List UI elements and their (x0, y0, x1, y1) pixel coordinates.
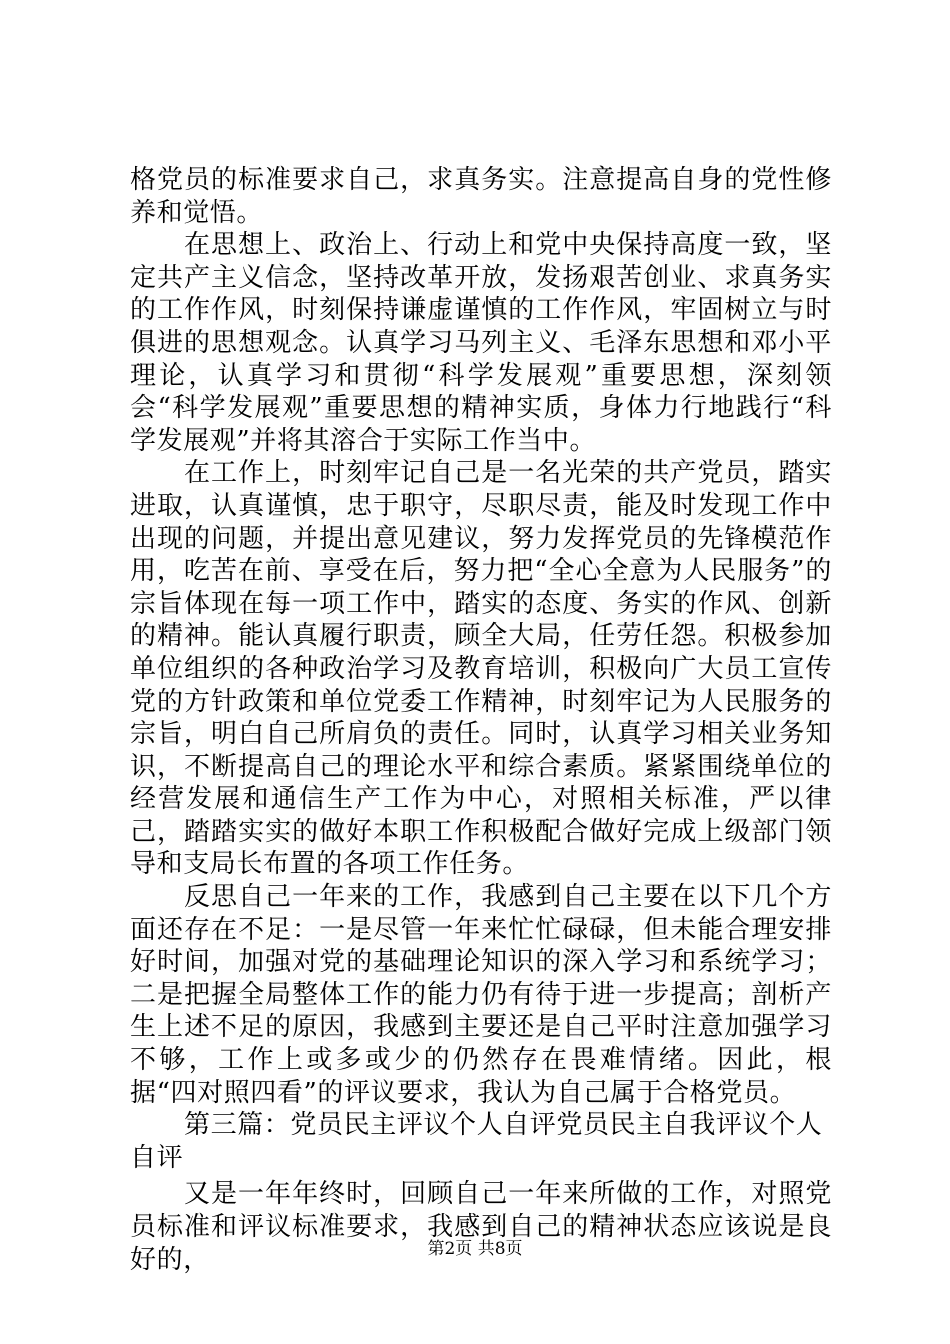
section-heading: 第三篇：党员民主评议个人自评党员民主自我评议个人自评 (130, 1110, 823, 1173)
paragraph-continuation: 格党员的标准要求自己，求真务实。注意提高自身的党性修养和觉悟。 (130, 165, 832, 228)
paragraph-work: 在工作上，时刻牢记自己是一名光荣的共产党员，踏实进取，认真谨慎，忠于职守，尽职尽责，能及时发现工作中出现的问题，并提出意见建议，努力发挥党员的先锋模范作用，吃苦在前、享受在后，努力把“全心全意为人民服务”的宗旨体现在每一项工作中，踏实的态度、务实的作风、创新的精神。能认真履行职责，顾全大局，任劳任怨。积极参加单位组织的各种政治学习及教育培训，积极向广大员工宣传党的方针政策和单位党委工作精神，时刻牢记为人民服务的宗旨，明白自己所肩负的责任。同时，认真学习相关业务知识，不断提高自己的理论水平和综合素质。紧紧围绕单位的经营发展和通信生产工作为中心，对照相关标准，严以律己，踏踏实实的做好本职工作积极配合做好完成上级部门领导和支局长布置的各项工作任务。 (130, 458, 832, 880)
paragraph-closing: 又是一年年终时，回顾自己一年来所做的工作，对照党员标准和评议标准要求，我感到自己的精神状态应该说是良好的， (130, 1179, 832, 1275)
paragraph-ideology: 在思想上、政治上、行动上和党中央保持高度一致，坚定共产主义信念，坚持改革开放，发扬艰苦创业、求真务实的工作作风，时刻保持谦虚谨慎的工作作风，牢固树立与时俱进的思想观念。认真学习马列主义、毛泽东思想和邓小平理论，认真学习和贯彻“科学发展观”重要思想，深刻领会“科学发展观”重要思想的精神实质，身体力行地践行“科学发展观”并将其溶合于实际工作当中。 (130, 230, 832, 456)
paragraph-reflection: 反思自己一年来的工作，我感到自己主要在以下几个方面还存在不足：一是尽管一年来忙忙碌碌，但未能合理安排好时间，加强对党的基础理论知识的深入学习和系统学习；二是把握全局整体工作的能力仍有待于进一步提高；剖析产生上述不足的原因，我感到主要还是自己平时注意加强学习不够，工作上或多或少的仍然存在畏难情绪。因此，根据“四对照四看”的评议要求，我认为自己属于合格党员。 (130, 882, 832, 1108)
page-number-footer: 第2页 共8页 (427, 1239, 523, 1259)
document-body (130, 164, 832, 1276)
